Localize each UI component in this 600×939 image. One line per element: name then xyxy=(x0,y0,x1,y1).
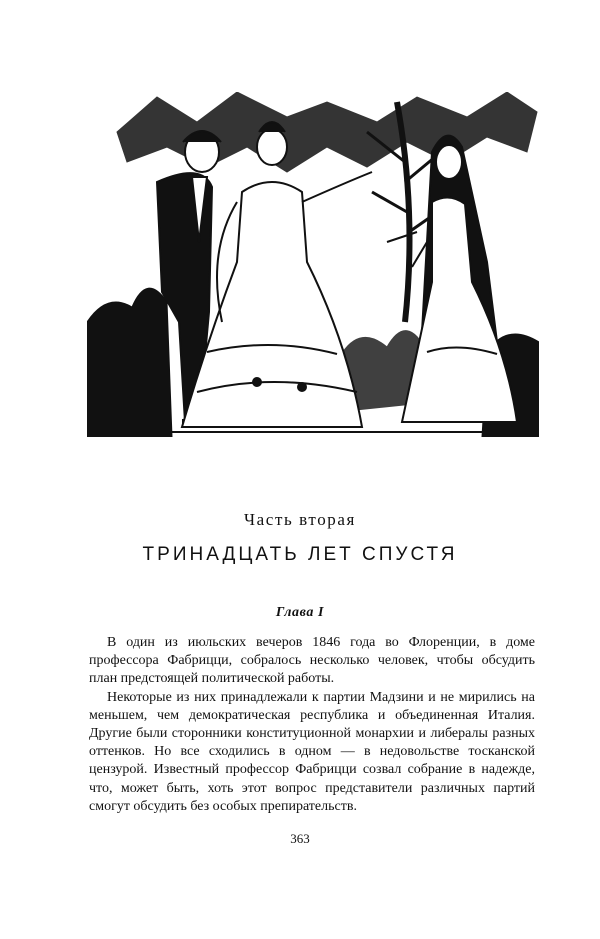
page-number: 363 xyxy=(290,831,310,846)
garden-scene-illustration xyxy=(87,92,539,437)
paragraph-2: Некоторые из них принадлежали к партии Мадзини и не мирились на меньшем, чем демократическая республика и объединенная Италия. Другие были сторонники конституционной монархии и либералы разных оттенков. Но все сходились в одном — в недовольстве тосканской цензурой. Известный профессор Фабрицци созвал собрание в надежде, что, может быть, хоть этот вопрос представители различных партий смогут обсудить без особых препирательств. xyxy=(89,689,535,814)
book-title: ТРИНАДЦАТЬ ЛЕТ СПУСТЯ xyxy=(142,544,458,565)
paragraph-1: В один из июльских вечеров 1846 года во Флоренции, в доме профессора Фабрицци, собралось несколько человек, чтобы обсудить план предстоящей политической работы. xyxy=(89,635,535,687)
chapter-title: Глава I xyxy=(275,605,325,620)
chapter-body xyxy=(89,634,535,816)
engraving-icon xyxy=(87,92,539,437)
part-title: Часть вторая xyxy=(244,510,356,529)
